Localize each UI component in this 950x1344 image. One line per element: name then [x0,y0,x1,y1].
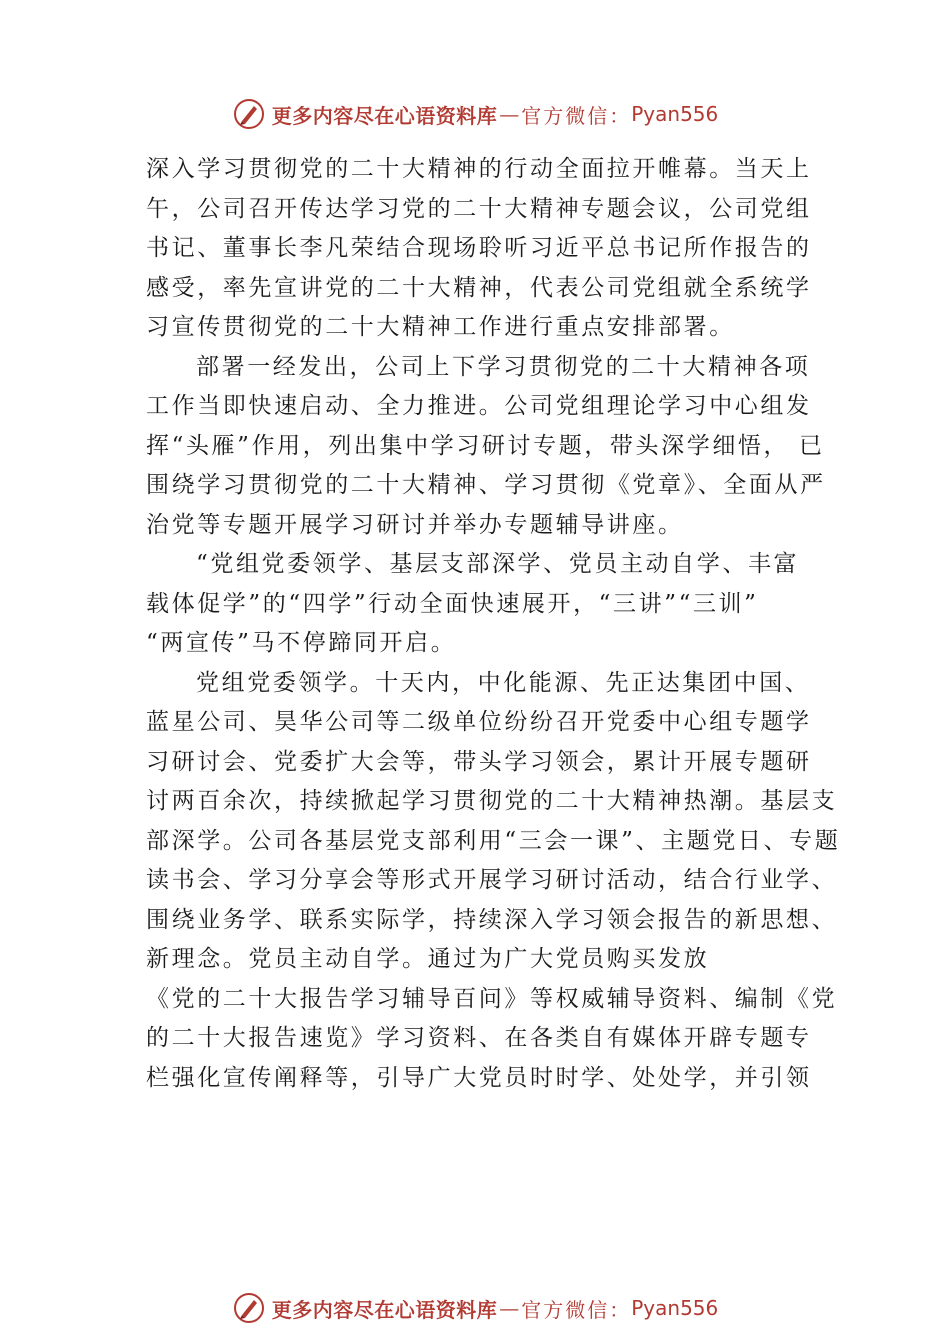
banner-dash: — [499,1296,520,1320]
banner-wechat-id: Pyan556 [631,102,719,126]
pen-circle-icon [232,1291,266,1325]
body-line: “两宣传”马不停蹄同开启。 [146,630,457,656]
banner-dash: — [499,102,520,126]
body-line: 党组党委领学。十天内，中化能源、先正达集团中国、 [196,669,811,696]
header-banner [0,94,950,134]
body-line: 围绕学习贯彻党的二十大精神、学习贯彻《党章》、全面从严 [146,472,826,498]
body-line: 的二十大报告速览》学习资料、在各类自有媒体开辟专题专 [146,1025,812,1051]
body-line: 习研讨会、党委扩大会等，带头学习领会，累计开展专题研 [146,748,812,775]
footer-banner [0,1288,950,1328]
body-line: 《党的二十大报告学习辅导百问》等权威辅导资料、编制《党 [146,985,838,1012]
body-line: 感受，率先宣讲党的二十大精神，代表公司党组就全系统学 [146,274,812,301]
body-line: 午，公司召开传达学习党的二十大精神专题会议，公司党组 [146,195,812,222]
body-line: 讨两百余次，持续掀起学习贯彻党的二十大精神热潮。基层支 [146,788,838,814]
body-line: 栏强化宣传阐释等，引导广大党员时时学、处处学，并引领 [146,1064,812,1091]
body-line: 蓝星公司、昊华公司等二级单位纷纷召开党委中心组专题学 [146,709,812,735]
body-line: 书记、董事长李凡荣结合现场聆听习近平总书记所作报告的 [146,235,812,261]
banner-brand: 更多内容尽在心语资料库 [271,1297,498,1322]
banner-wechat-id: Pyan556 [631,1296,719,1320]
pen-circle-icon [232,97,266,131]
body-line: “党组党委领学、基层支部深学、党员主动自学、丰富 [196,551,800,577]
body-line: 围绕业务学、联系实际学，持续深入学习领会报告的新思想、 [146,906,838,933]
body-line: 新理念。党员主动自学。通过为广大党员购买发放 [146,946,710,972]
body-line: 治党等专题开展学习研讨并举办专题辅导讲座。 [146,511,684,538]
body-line: 部深学。公司各基层党支部利用“三会一课”、主题党日、专题 [146,827,841,854]
body-line: 深入学习贯彻党的二十大精神的行动全面拉开帷幕。当天上 [146,156,812,182]
body-line: 工作当即快速启动、全力推进。公司党组理论学习中心组发 [146,393,812,419]
body-line: 部署一经发出，公司上下学习贯彻党的二十大精神各项 [196,353,811,380]
body-line: 挥“头雁”作用，列出集中学习研讨专题，带头深学细悟， 已 [146,432,825,459]
body-line: 读书会、学习分享会等形式开展学习研讨活动，结合行业学、 [146,867,838,893]
banner-brand: 更多内容尽在心语资料库 [271,103,498,128]
document-body [146,150,841,1098]
banner-wechat-label: 官方微信： [521,103,632,128]
banner-wechat-label: 官方微信： [521,1297,632,1322]
body-line: 载体促学”的“四学”行动全面快速展开，“三讲”“三训” [146,590,759,617]
body-line: 习宣传贯彻党的二十大精神工作进行重点安排部署。 [146,314,735,340]
